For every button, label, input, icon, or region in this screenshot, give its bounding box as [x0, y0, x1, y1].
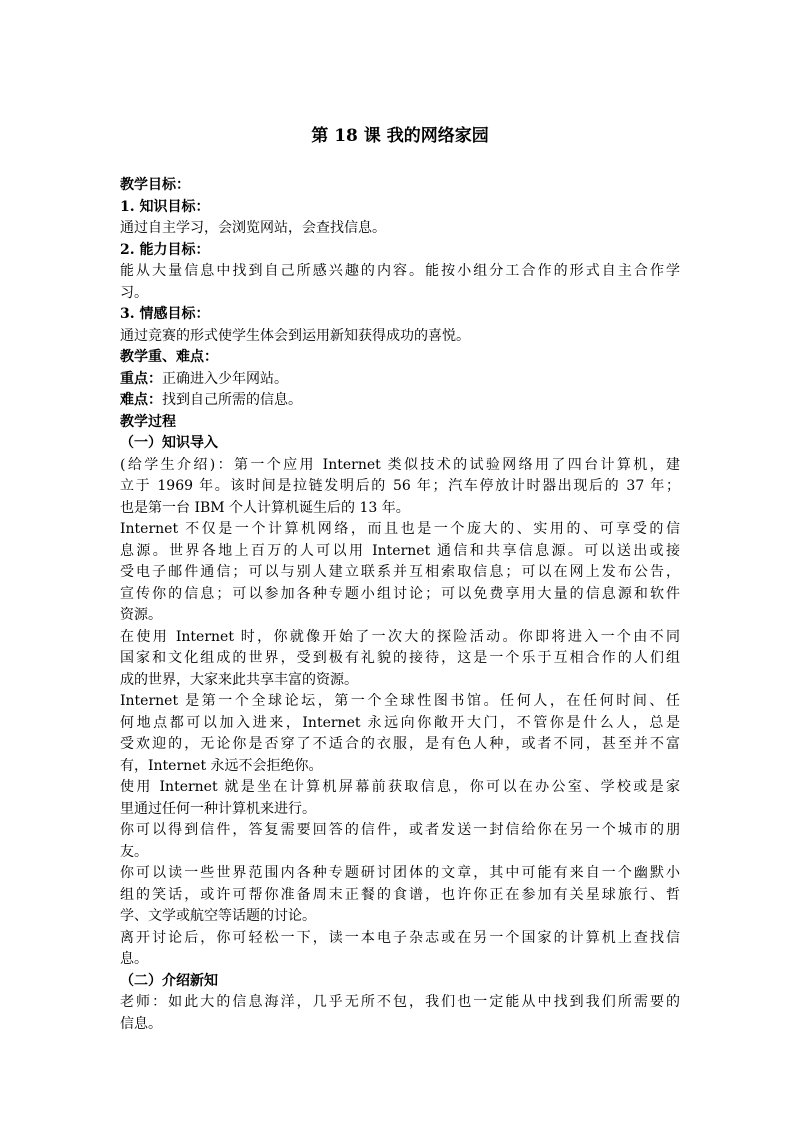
document-line: 信息。 [120, 1015, 162, 1032]
page-title: 第 18 课 我的网络家园 [311, 126, 489, 146]
line-text: 找到自己所需的信息。 [162, 392, 302, 408]
document-line: 息。 [120, 951, 148, 967]
document-line: 何地点都可以加入进来，Internet 永远向你敞开大门，不管你是什么人，总是 [120, 714, 680, 731]
document-line [120, 369, 680, 391]
document-line [120, 390, 680, 412]
document-line: 受欢迎的，无论你是否穿了不适合的衣服，是有色人种，或者不同，甚至并不富 [120, 736, 680, 752]
document-line: 习。 [120, 284, 148, 301]
document-line: 成的世界，大家来此共享丰富的资源。 [120, 671, 358, 688]
document-line: 你可以读一些世界范围内各种专题研讨团体的文章，其中可能有来自一个幽默小 [120, 865, 680, 881]
document-line: 教学过程 [120, 413, 176, 430]
document-line: 有，Internet 永远不会拒绝你。 [120, 757, 323, 774]
document-line: 宣传你的信息；可以参加各种专题小组讨论；可以免费享用大量的信息源和软件 [120, 585, 680, 602]
document-line: （一）知识导入 [120, 435, 218, 451]
document-line: 能从大量信息中找到自己所感兴趣的内容。能按小组分工合作的形式自主合作学 [120, 263, 680, 279]
document-line: 通过竞赛的形式使学生体会到运用新知获得成功的喜悦。 [120, 327, 470, 344]
document-line: 国家和文化组成的世界，受到极有礼貌的接待，这是一个乐于互相合作的人们组 [120, 650, 680, 666]
line-text: 正确进入少年网站。 [162, 370, 288, 387]
document-line: 1. 知识目标： [120, 198, 210, 215]
document-line: 受电子邮件通信；可以与别人建立联系并互相索取信息；可以在网上发布公告， [120, 564, 680, 580]
line-label: 难点： [120, 392, 162, 408]
document-line: (给学生介绍)：第一个应用 Internet 类似技术的试验网络用了四台计算机，建 [120, 456, 680, 473]
document-line: 通过自主学习，会浏览网站，会查找信息。 [120, 220, 386, 236]
document-line: 2. 能力目标： [120, 241, 210, 258]
document-line: 友。 [120, 843, 148, 860]
document-line: 离开讨论后，你可轻松一下，读一本电子杂志或在另一个国家的计算机上查找信 [120, 929, 680, 946]
document-line: 也是第一台 IBM 个人计算机诞生后的 13 年。 [120, 499, 410, 516]
document-line: 教学目标： [120, 177, 190, 193]
document-line: 里通过任何一种计算机来进行。 [120, 800, 316, 817]
document-line: 息源。世界各地上百万的人可以用 Internet 通信和共享信息源。可以送出或接 [120, 542, 680, 559]
document-line: 立于 1969 年。该时间是拉链发明后的 56 年；汽车停放计时器出现后的 37 年； [120, 478, 680, 494]
document-line: Internet 是第一个全球论坛，第一个全球性图书馆。任何人，在任何时间、任 [120, 693, 680, 709]
document-body [120, 175, 680, 1035]
document-line: 资源。 [120, 607, 162, 623]
line-label: 重点： [120, 370, 162, 387]
document-line: （二）介绍新知 [120, 972, 218, 989]
document-line: 你可以得到信件，答复需要回答的信件，或者发送一封信给你在另一个城市的朋 [120, 822, 680, 838]
document-line: 使用 Internet 就是坐在计算机屏幕前获取信息，你可以在办公室、学校或是家 [120, 779, 680, 795]
document-line: 在使用 Internet 时，你就像开始了一次大的探险活动。你即将进入一个由不同 [120, 628, 680, 645]
document-line: 老师：如此大的信息海洋，几乎无所不包，我们也一定能从中找到我们所需要的 [120, 994, 680, 1010]
document-line: 教学重、难点： [120, 349, 218, 365]
document-line: 3. 情感目标： [120, 306, 210, 322]
document-line: Internet 不仅是一个计算机网络，而且也是一个庞大的、实用的、可享受的信 [120, 521, 680, 537]
document-line: 学、文学或航空等话题的讨论。 [120, 908, 316, 924]
document-line: 组的笑话，或许可帮你准备周末正餐的食谱，也许你正在参加有关星球旅行、哲 [120, 886, 680, 903]
